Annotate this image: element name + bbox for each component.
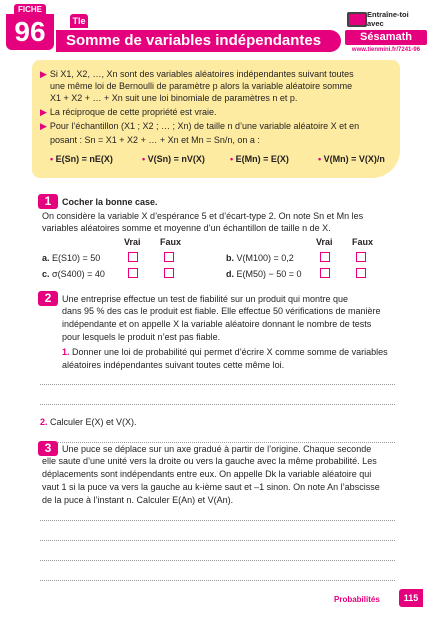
bullet-arrow-icon: ▶ <box>40 107 47 117</box>
ex1-c-vrai-checkbox[interactable] <box>128 268 138 278</box>
sesamath-block[interactable] <box>345 10 427 64</box>
ex1-item-c: c. σ(S400) = 40 <box>42 269 105 279</box>
fiche-badge <box>6 5 54 50</box>
col-vrai-1: Vrai <box>124 237 141 247</box>
summary-p1-l2: une même loi de Bernoulli de paramètre p alors la variable aléatoire somme <box>50 81 353 91</box>
ex1-intro-l1: On considère la variable X d’espérance 5 et d’écart-type 2. On note Sn et Mn les <box>42 211 364 221</box>
summary-p3-l1: ▶ Pour l’échantillon (X1 ; X2 ; … ; Xn) de taille n d’une variable aléatoire X et en <box>40 121 360 131</box>
ex1-d-vrai-checkbox[interactable] <box>320 268 330 278</box>
answer-line[interactable] <box>40 520 395 521</box>
page-number: 115 <box>399 589 423 607</box>
ex3-l3: déplacements sont indépendants entre eux. On appelle Dk la variable aléatoire qui <box>42 469 372 479</box>
ex2-q1-l1: 1. Donner une loi de probabilité qui permet d’écrire X comme somme de variables <box>62 347 388 357</box>
footer-section: Probabilités <box>334 595 380 604</box>
answer-line[interactable] <box>40 580 395 581</box>
ex1-d-faux-checkbox[interactable] <box>356 268 366 278</box>
ex3-l4: vaut 1 si la puce va vers la gauche au k-ième saut et –1 sinon. On note An l’abscisse <box>42 482 380 492</box>
bullet-arrow-icon: ▶ <box>40 121 47 131</box>
ex2-l2: dans 95 % des cas le produit est fiable. Elle effectue 50 vérifications de manière <box>62 306 381 316</box>
col-vrai-2: Vrai <box>316 237 333 247</box>
summary-box <box>32 60 400 178</box>
fiche-label: FICHE <box>14 4 46 15</box>
ex3-l1: • 3 Une puce se déplace sur un axe gradué à partir de l’origine. Chaque seconde <box>35 441 372 455</box>
ex1-number-badge: • 1 <box>38 194 58 209</box>
col-faux-2: Faux <box>352 237 374 247</box>
answer-line[interactable] <box>40 404 395 405</box>
bullet-arrow-icon: ▶ <box>40 69 47 79</box>
ex1-heading: • 1 Cocher la bonne case. <box>35 194 158 208</box>
ex1-a-faux-checkbox[interactable] <box>164 252 174 262</box>
ex2-l3: indépendante et on appelle X la variable aléatoire donnant le nombre de tests <box>62 319 372 329</box>
sesamath-cta: Entraîne-toi avec <box>367 10 409 28</box>
ex2-l1: • 2 Une entreprise effectue un test de fiabilité sur un produit qui montre que <box>35 291 349 305</box>
ex2-q1-l2: aléatoires indépendantes suivant toutes cette même loi. <box>62 360 285 370</box>
formula-4: • V(Mn) = V(X)/n <box>318 154 385 164</box>
ex1-item-d: d. E(M50) − 50 = 0 <box>226 269 302 279</box>
ex2-number-badge: • 2 <box>38 291 58 306</box>
sesamath-url[interactable]: www.tienmini.fr/7241-96 <box>351 47 421 53</box>
ex3-number-badge: • 3 <box>38 441 58 456</box>
formula-2: • V(Sn) = nV(X) <box>142 154 205 164</box>
ex3-l5: de la puce à l’instant n. Calculer E(An) et V(An). <box>42 495 234 505</box>
ex1-item-a: a. E(S10) = 50 <box>42 253 101 263</box>
ex1-a-vrai-checkbox[interactable] <box>128 252 138 262</box>
answer-line[interactable] <box>40 384 395 385</box>
formula-3: • E(Mn) = E(X) <box>230 154 289 164</box>
summary-p2: ▶ La réciproque de cette propriété est vraie. <box>40 107 217 117</box>
sesamath-logo: Sésamath <box>345 30 427 45</box>
ex1-item-b: b. V(M100) = 0,2 <box>226 253 294 263</box>
ex1-c-faux-checkbox[interactable] <box>164 268 174 278</box>
formula-1: • E(Sn) = nE(X) <box>50 154 113 164</box>
summary-p3-l2: posant : Sn = X1 + X2 + … + Xn et Mn = Sn/n, on a : <box>50 135 260 145</box>
ex2-l4: pour lesquels le produit n’est pas fiable. <box>62 332 221 342</box>
grade-badge: Tle <box>70 14 88 28</box>
page-title: Somme de variables indépendantes <box>66 32 322 49</box>
ex2-q2: 2. Calculer E(X) et V(X). <box>40 417 137 427</box>
answer-line[interactable] <box>40 540 395 541</box>
ex1-intro-l2: variables aléatoires somme et moyenne d’un échantillon de taille n de X. <box>42 223 331 233</box>
title-banner <box>56 30 341 52</box>
summary-p1-l1: ▶ Si X1, X2, …, Xn sont des variables aléatoires indépendantes suivant toutes <box>40 69 354 79</box>
computer-icon <box>347 12 367 27</box>
summary-p1-l3: X1 + X2 + … + Xn suit une loi binomiale de paramètres n et p. <box>50 93 298 103</box>
col-faux-1: Faux <box>160 237 182 247</box>
answer-line[interactable] <box>40 560 395 561</box>
ex1-b-faux-checkbox[interactable] <box>356 252 366 262</box>
ex3-l2: elle saute d’une unité vers la droite ou vers la gauche avec la même probabilité. Les <box>42 456 377 466</box>
fiche-number: 96 <box>14 16 46 47</box>
ex1-b-vrai-checkbox[interactable] <box>320 252 330 262</box>
